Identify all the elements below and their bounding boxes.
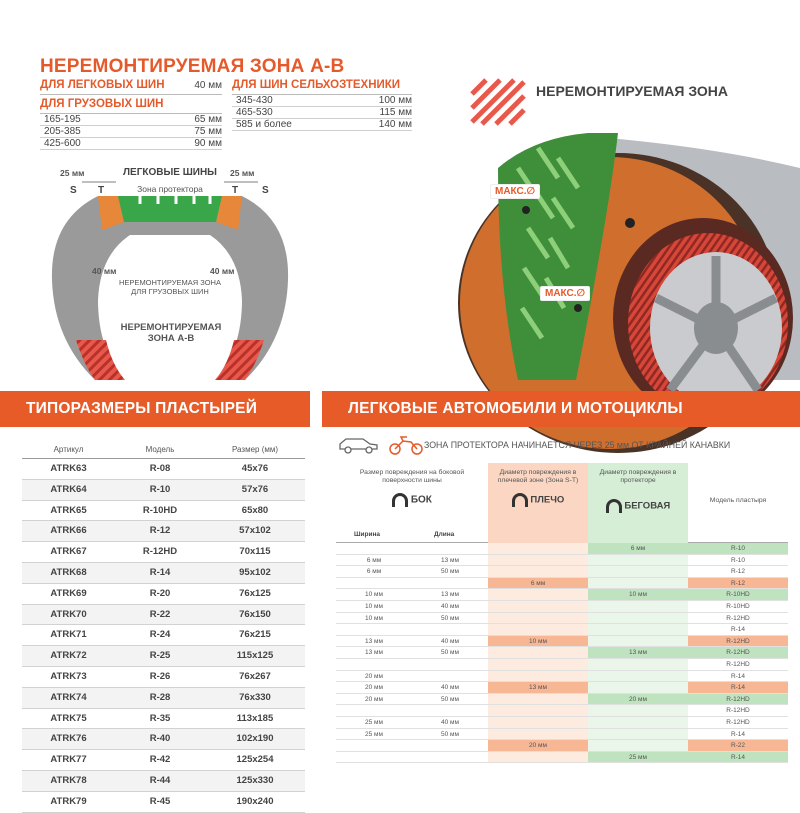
patch-row	[22, 667, 305, 688]
damage-width	[336, 659, 412, 671]
matrix-row	[336, 624, 788, 636]
patch-row	[22, 563, 305, 584]
patch-model: R-12HD	[688, 613, 788, 625]
damage-width	[336, 705, 412, 717]
matrix-row	[336, 682, 788, 694]
patch-model: R-08	[149, 463, 171, 474]
side-header-text: Размер повреждения на боковой поверхности шины	[359, 469, 465, 484]
patch-model: R-20	[149, 587, 171, 599]
ab-zone-label: НЕРЕМОНТИРУЕМАЯ ЗОНА А-В	[120, 322, 222, 344]
shoulder-diameter	[488, 694, 588, 706]
patch-row	[22, 501, 305, 522]
shoulder-diameter: 13 мм	[488, 682, 588, 694]
matrix-row	[336, 717, 788, 729]
patch-model: R-14	[688, 671, 788, 683]
truck-zone-label: ДЛЯ ГРУЗОВЫХ ШИН	[40, 98, 164, 110]
tread-diameter	[588, 601, 688, 613]
damage-length	[412, 671, 488, 683]
damage-length	[412, 578, 488, 590]
patch-model: R-24	[149, 629, 171, 641]
patch-model: R-12HD	[142, 546, 178, 558]
patch-model: R-10	[688, 555, 788, 567]
tread-diameter: 10 мм	[588, 589, 688, 601]
patch-row	[22, 584, 305, 605]
dim40-left: 40 мм	[92, 266, 117, 276]
agri-zone-row	[232, 95, 412, 107]
tread-diameter: 6 мм	[588, 543, 688, 555]
col-header-model	[688, 463, 788, 543]
shoulder-diameter	[488, 543, 588, 555]
cars-moto-banner: ЛЕГКОВЫЕ АВТОМОБИЛИ И МОТОЦИКЛЫ	[322, 391, 800, 427]
patch-size: 57x76	[241, 483, 269, 495]
patch-model: R-12HD	[688, 636, 788, 648]
damage-length: 13 мм	[412, 555, 488, 567]
matrix-row	[336, 659, 788, 671]
cross-section-graphic	[40, 160, 300, 390]
damage-width: 25 мм	[336, 729, 412, 741]
patch-article: ATRK74	[50, 691, 87, 703]
shoulder-diameter	[488, 601, 588, 613]
patch-model: R-10	[688, 543, 788, 555]
patch-size: 45x76	[241, 463, 269, 474]
tire-cross-section-diagram	[40, 160, 300, 390]
patch-model: R-12	[149, 525, 171, 537]
length-label: Длина	[434, 531, 455, 538]
damage-width: 13 мм	[336, 647, 412, 659]
car-zone-value: 40 мм	[194, 80, 222, 91]
model-header-text: Модель пластыря	[709, 497, 767, 504]
patch-article: ATRK68	[50, 566, 87, 578]
patch-size: 95x102	[239, 566, 271, 578]
patch-size: 57x102	[239, 525, 271, 537]
tread-diameter	[588, 636, 688, 648]
patch-article: ATRK69	[50, 587, 87, 599]
shoulder-diameter	[488, 613, 588, 625]
patch-size: 76x215	[239, 629, 271, 641]
section-banners	[0, 391, 800, 427]
matrix-row	[336, 752, 788, 764]
shoulder-label: ПЛЕЧО	[530, 494, 565, 506]
tread-diameter	[588, 555, 688, 567]
damage-width	[336, 740, 412, 752]
agri-zone-label: ДЛЯ ШИН СЕЛЬХОЗТЕХНИКИ	[232, 79, 401, 91]
truck-size: 165-195	[44, 114, 81, 125]
patch-article: ATRK75	[50, 712, 87, 724]
matrix-row	[336, 671, 788, 683]
patch-size: 76x267	[239, 670, 271, 682]
tread-diameter	[588, 578, 688, 590]
patch-size: 102x190	[236, 733, 274, 745]
matrix-row	[336, 578, 788, 590]
col-header-tread	[588, 463, 688, 543]
shoulder-diameter: 20 мм	[488, 740, 588, 752]
col-header-shoulder	[488, 463, 588, 543]
damage-width: 25 мм	[336, 717, 412, 729]
patch-model: R-40	[149, 733, 171, 745]
patch-model: R-25	[149, 650, 171, 662]
shoulder-diameter	[488, 647, 588, 659]
patch-article: ATRK64	[50, 483, 87, 495]
patch-row	[22, 709, 305, 730]
col-header-side	[336, 463, 488, 543]
patch-model: R-14	[688, 682, 788, 694]
matrix-row	[336, 729, 788, 741]
damage-width: 13 мм	[336, 636, 412, 648]
tread-diameter	[588, 740, 688, 752]
patch-model: R-14	[688, 729, 788, 741]
matrix-row	[336, 555, 788, 567]
damage-length	[412, 740, 488, 752]
tire-photo	[458, 128, 800, 380]
damage-length	[412, 752, 488, 764]
damage-width: 10 мм	[336, 601, 412, 613]
damage-length: 40 мм	[412, 717, 488, 729]
motorcycle-icon	[390, 437, 422, 454]
agri-size: 585 и более	[236, 119, 292, 130]
damage-length	[412, 624, 488, 636]
s-left-mark: S	[70, 185, 77, 196]
tread-diameter	[588, 671, 688, 683]
max-diameter-label-1: МАКС.∅	[490, 184, 540, 199]
car-icon	[340, 439, 377, 453]
shoulder-diameter	[488, 589, 588, 601]
patch-model: R-44	[149, 774, 171, 786]
tread-diameter: 20 мм	[588, 694, 688, 706]
matrix-row	[336, 647, 788, 659]
side-damage-icon	[392, 493, 408, 507]
damage-length: 40 мм	[412, 682, 488, 694]
patch-row	[22, 542, 305, 563]
truck-zone-table	[40, 98, 222, 150]
matrix-row	[336, 636, 788, 648]
damage-length: 13 мм	[412, 589, 488, 601]
damage-length	[412, 659, 488, 671]
agri-zone-row	[232, 107, 412, 119]
header-article: Артикул	[53, 445, 84, 454]
agri-value: 115 мм	[379, 107, 412, 118]
patch-sizes-table	[22, 440, 305, 813]
shoulder-diameter	[488, 555, 588, 567]
patch-row	[22, 625, 305, 646]
patch-size: 125x330	[236, 774, 274, 786]
damage-length: 40 мм	[412, 636, 488, 648]
matrix-row	[336, 740, 788, 752]
shoulder-diameter	[488, 705, 588, 717]
truck-value: 75 мм	[194, 126, 222, 137]
patch-row	[22, 750, 305, 771]
damage-length: 50 мм	[412, 613, 488, 625]
patch-model: R-42	[149, 754, 171, 766]
patch-article: ATRK66	[50, 525, 87, 537]
patch-row	[22, 521, 305, 542]
matrix-row	[336, 705, 788, 717]
matrix-row	[336, 613, 788, 625]
agri-value: 100 мм	[378, 95, 412, 106]
cross-section-title: ЛЕГКОВЫЕ ШИНЫ	[123, 167, 217, 178]
damage-length: 50 мм	[412, 647, 488, 659]
patch-size: 76x330	[239, 691, 271, 703]
dim40-right: 40 мм	[210, 266, 235, 276]
tread-diameter	[588, 717, 688, 729]
car-zone-label: ДЛЯ ЛЕГКОВЫХ ШИН	[40, 79, 165, 91]
tread-damage-icon	[606, 499, 622, 513]
patch-row	[22, 459, 305, 480]
damage-width: 6 мм	[336, 555, 412, 567]
shoulder-header-text: Диаметр повреждения в плечевой зоне (Зона S-T)	[497, 469, 579, 484]
tread-diameter: 25 мм	[588, 752, 688, 764]
patch-size: 190x240	[236, 795, 274, 807]
shoulder-diameter: 6 мм	[488, 578, 588, 590]
patch-row	[22, 480, 305, 501]
patch-model: R-12	[688, 566, 788, 578]
patch-model: R-10HD	[142, 504, 178, 516]
patch-model: R-14	[149, 566, 171, 578]
patch-model: R-12HD	[688, 705, 788, 717]
legend-label: НЕРЕМОНТИРУЕМАЯ ЗОНА	[536, 83, 729, 99]
shoulder-diameter	[488, 566, 588, 578]
shoulder-diameter: 10 мм	[488, 636, 588, 648]
agri-zone-table	[232, 79, 412, 131]
patch-sizes-banner: ТИПОРАЗМЕРЫ ПЛАСТЫРЕЙ	[0, 391, 310, 427]
patch-row	[22, 646, 305, 667]
patch-size: 115x125	[236, 650, 274, 662]
truck-value: 65 мм	[194, 114, 222, 125]
patch-row	[22, 771, 305, 792]
tread-label: БЕГОВАЯ	[624, 500, 671, 512]
tread-header-text: Диаметр повреждения в протекторе	[599, 469, 677, 484]
patch-row	[22, 729, 305, 750]
tread-start-note: ЗОНА ПРОТЕКТОРА НАЧИНАЕТСЯ ЧЕРЕЗ 25 мм ОТ КРАЙНЕЙ КАНАВКИ	[424, 440, 731, 450]
patch-model: R-45	[149, 795, 171, 807]
patch-article: ATRK73	[50, 670, 87, 682]
damage-repair-matrix	[336, 463, 788, 775]
truck-zone-row	[40, 114, 222, 126]
patch-model: R-12	[688, 578, 788, 590]
patch-article: ATRK76	[50, 733, 87, 745]
patch-size: 65x80	[241, 504, 269, 516]
damage-length: 50 мм	[412, 694, 488, 706]
patch-row	[22, 792, 305, 813]
patch-size: 125x254	[236, 754, 274, 766]
patch-model: R-10HD	[688, 601, 788, 613]
patch-model: R-12HD	[688, 717, 788, 729]
matrix-row	[336, 566, 788, 578]
tread-diameter	[588, 659, 688, 671]
agri-size: 345-430	[236, 95, 273, 106]
matrix-row	[336, 589, 788, 601]
truck-zone-row	[40, 126, 222, 138]
shoulder-damage-icon	[512, 493, 528, 507]
patch-article: ATRK71	[50, 629, 87, 641]
damage-width: 20 мм	[336, 671, 412, 683]
patch-row	[22, 605, 305, 626]
side-label: БОК	[410, 494, 432, 506]
truck-size: 425-600	[44, 138, 81, 149]
patch-article: ATRK78	[50, 774, 87, 786]
truck-value: 90 мм	[194, 138, 222, 149]
t-right-mark: T	[232, 185, 239, 196]
patch-size: 76x150	[239, 608, 271, 620]
shoulder-diameter	[488, 717, 588, 729]
patch-model: R-14	[688, 752, 788, 764]
patch-model: R-28	[149, 691, 171, 703]
patch-model: R-12HD	[688, 647, 788, 659]
patch-model: R-12HD	[688, 659, 788, 671]
damage-width	[336, 543, 412, 555]
patch-model: R-14	[688, 624, 788, 636]
t-left-mark: T	[98, 185, 105, 196]
tread-diameter	[588, 705, 688, 717]
car-zone-table	[40, 79, 222, 95]
shoulder-diameter	[488, 729, 588, 741]
patch-model: R-22	[149, 608, 171, 620]
patch-article: ATRK72	[50, 650, 87, 662]
damage-width	[336, 578, 412, 590]
damage-width: 20 мм	[336, 694, 412, 706]
main-title: НЕРЕМОНТИРУЕМАЯ ЗОНА А-В	[40, 56, 345, 77]
damage-length	[412, 543, 488, 555]
patch-size: 76x125	[239, 587, 271, 599]
tread-diameter	[588, 682, 688, 694]
tread-zone	[118, 196, 222, 222]
truck-size: 205-385	[44, 126, 81, 137]
patch-article: ATRK65	[50, 504, 87, 516]
max-diameter-label-2: МАКС.∅	[540, 286, 590, 301]
damage-width: 6 мм	[336, 566, 412, 578]
patch-model: R-26	[149, 670, 171, 682]
shoulder-diameter	[488, 671, 588, 683]
patch-size: 70x115	[239, 546, 271, 558]
damage-width	[336, 752, 412, 764]
agri-value: 140 мм	[378, 119, 412, 130]
dim-left-25: 25 мм	[60, 168, 85, 178]
patch-row	[22, 688, 305, 709]
hatch-legend-icon	[472, 80, 524, 124]
patch-model: R-22	[688, 740, 788, 752]
patch-model: R-12HD	[688, 694, 788, 706]
matrix-row	[336, 543, 788, 555]
damage-length: 40 мм	[412, 601, 488, 613]
patch-model: R-10HD	[688, 589, 788, 601]
width-label: Ширина	[354, 531, 381, 538]
damage-length	[412, 705, 488, 717]
header-model: Модель	[145, 445, 175, 454]
tread-diameter	[588, 566, 688, 578]
shoulder-diameter	[488, 624, 588, 636]
patch-model: R-10	[149, 483, 171, 495]
damage-width	[336, 624, 412, 636]
shoulder-diameter	[488, 659, 588, 671]
tread-diameter: 13 мм	[588, 647, 688, 659]
shoulder-diameter	[488, 752, 588, 764]
tire-illustration	[458, 128, 800, 380]
dim-right-25: 25 мм	[230, 168, 255, 178]
matrix-row	[336, 694, 788, 706]
patch-article: ATRK70	[50, 608, 87, 620]
patch-article: ATRK79	[50, 795, 87, 807]
truck-zone-row	[40, 138, 222, 150]
agri-zone-row	[232, 119, 412, 131]
tread-diameter	[588, 624, 688, 636]
patch-article: ATRK67	[50, 546, 87, 558]
truck-zone-note: НЕРЕМОНТИРУЕМАЯ ЗОНА ДЛЯ ГРУЗОВЫХ ШИН	[119, 278, 221, 296]
damage-width: 10 мм	[336, 589, 412, 601]
matrix-row	[336, 601, 788, 613]
patch-size: 113x185	[236, 712, 274, 724]
patch-model: R-35	[149, 712, 171, 724]
agri-size: 465-530	[236, 107, 273, 118]
tread-zone-label: Зона протектора	[137, 184, 203, 194]
patch-article: ATRK77	[50, 754, 87, 766]
s-right-mark: S	[262, 185, 269, 196]
patch-table-header	[22, 440, 305, 459]
damage-length: 50 мм	[412, 729, 488, 741]
damage-width: 10 мм	[336, 613, 412, 625]
vehicle-icons	[337, 433, 427, 457]
damage-width: 20 мм	[336, 682, 412, 694]
tread-diameter	[588, 613, 688, 625]
tread-diameter	[588, 729, 688, 741]
header-size: Размер (мм)	[231, 445, 279, 454]
patch-article: ATRK63	[50, 463, 87, 474]
damage-length: 50 мм	[412, 566, 488, 578]
